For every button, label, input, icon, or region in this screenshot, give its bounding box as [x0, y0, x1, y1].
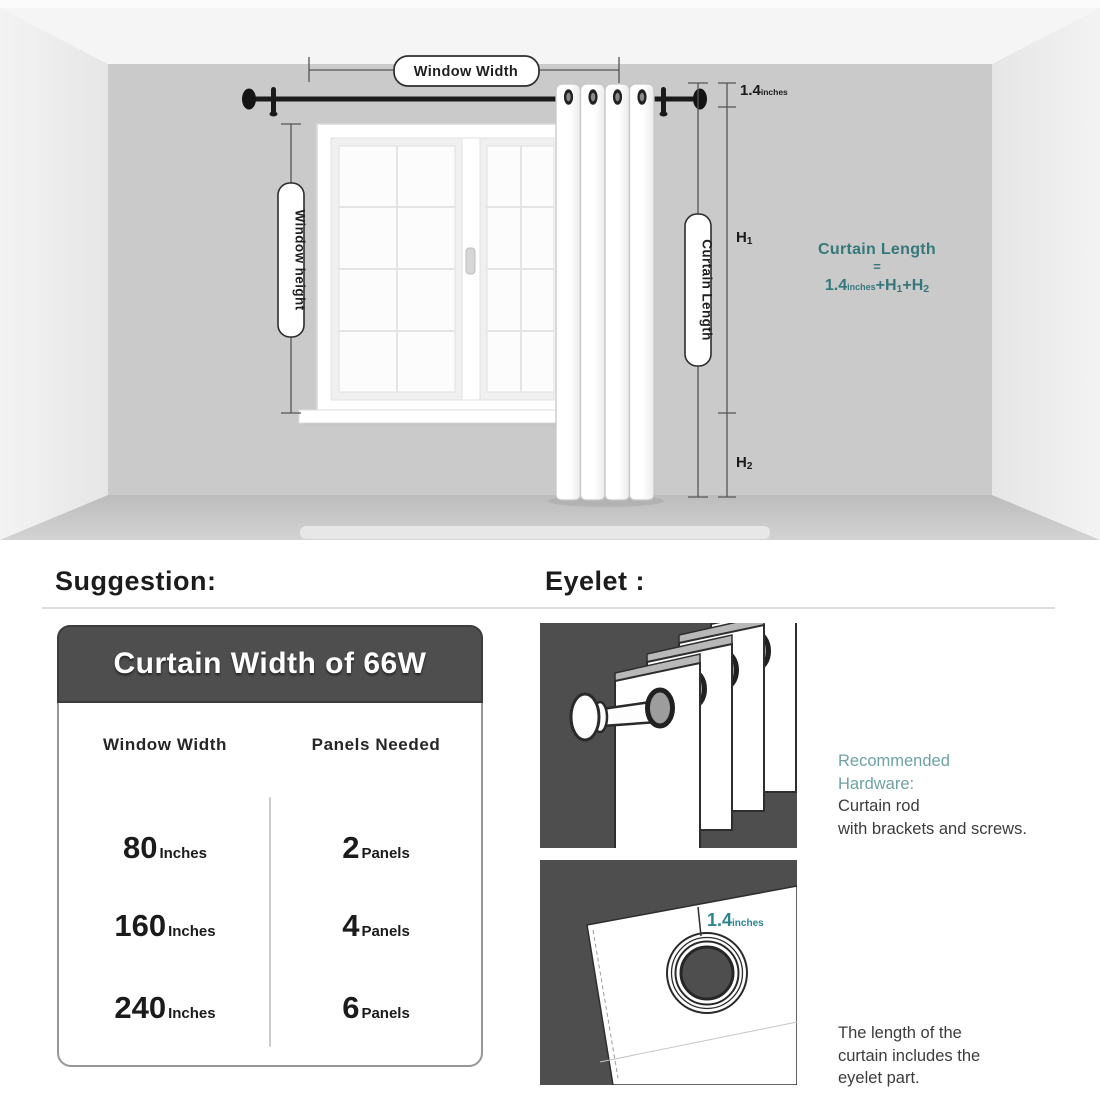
floor-rug	[300, 526, 770, 539]
window-width-label: Window Width	[413, 64, 519, 80]
svg-text:1.4inches+H1+H2: 1.4inches+H1+H2	[824, 277, 930, 295]
eyelet-length-note	[838, 1022, 1088, 1090]
floor-front-edge	[0, 540, 1100, 556]
window-height-label: Window height	[292, 209, 308, 311]
length-note-line: eyelet part.	[838, 1069, 920, 1087]
ceiling-plane	[0, 8, 1100, 64]
rod-offset-label: 1.4inches	[740, 82, 788, 99]
left-wall	[0, 8, 108, 542]
column-header-window-width: Window Width	[103, 735, 227, 754]
curtain-length-label: Curtain Length	[699, 239, 715, 341]
grommet-size-label: 1.4inches	[707, 910, 764, 930]
hardware-note-line: Curtain rod	[838, 797, 920, 815]
window-width-pill	[394, 56, 539, 86]
front-grommet	[648, 690, 673, 726]
length-note-line: curtain includes the	[838, 1046, 981, 1065]
h1-label: H1	[736, 229, 753, 247]
hardware-note-line: Hardware:	[838, 774, 915, 793]
section-divider	[42, 607, 1055, 609]
table-row	[59, 901, 481, 951]
panels-needed-cell: 2 Panels	[342, 830, 410, 865]
panels-needed-cell: 4 Panels	[342, 908, 410, 943]
hardware-note	[838, 750, 1088, 840]
table-header	[57, 625, 483, 703]
window-width-cell: 80 Inches	[122, 830, 207, 865]
right-wall	[992, 8, 1100, 542]
svg-text:Curtain Length: Curtain Length	[818, 241, 936, 258]
panels-needed-cell: 6 Panels	[342, 990, 410, 1025]
length-note-line: The length of the	[838, 1024, 962, 1042]
eyelet-hardware-illustration	[540, 623, 797, 848]
curtain-panel	[556, 84, 654, 500]
svg-text:=: =	[873, 259, 881, 274]
window-handle	[466, 248, 475, 274]
eyelet-grommet-closeup	[540, 860, 797, 1085]
eyelet-heading: Eyelet :	[545, 566, 646, 596]
table-row	[59, 983, 481, 1033]
table-title: Curtain Width of 66W	[113, 647, 427, 680]
window-height-pill	[278, 183, 308, 337]
table-row	[59, 823, 481, 873]
suggestion-heading: Suggestion:	[55, 566, 217, 596]
rod-finial-left	[242, 89, 256, 110]
column-header-panels-needed: Panels Needed	[311, 735, 441, 754]
window-width-cell: 160 Inches	[114, 908, 216, 943]
window-width-cell: 240 Inches	[114, 990, 216, 1025]
curtain-length-pill	[685, 214, 715, 366]
suggestion-table	[57, 625, 483, 1067]
window	[299, 124, 571, 427]
h2-label: H2	[736, 454, 753, 472]
hardware-note-line: with brackets and screws.	[838, 819, 1027, 838]
window-sill	[299, 410, 571, 423]
hardware-note-line: Recommended	[838, 752, 950, 770]
rod-finial-right	[693, 89, 707, 110]
